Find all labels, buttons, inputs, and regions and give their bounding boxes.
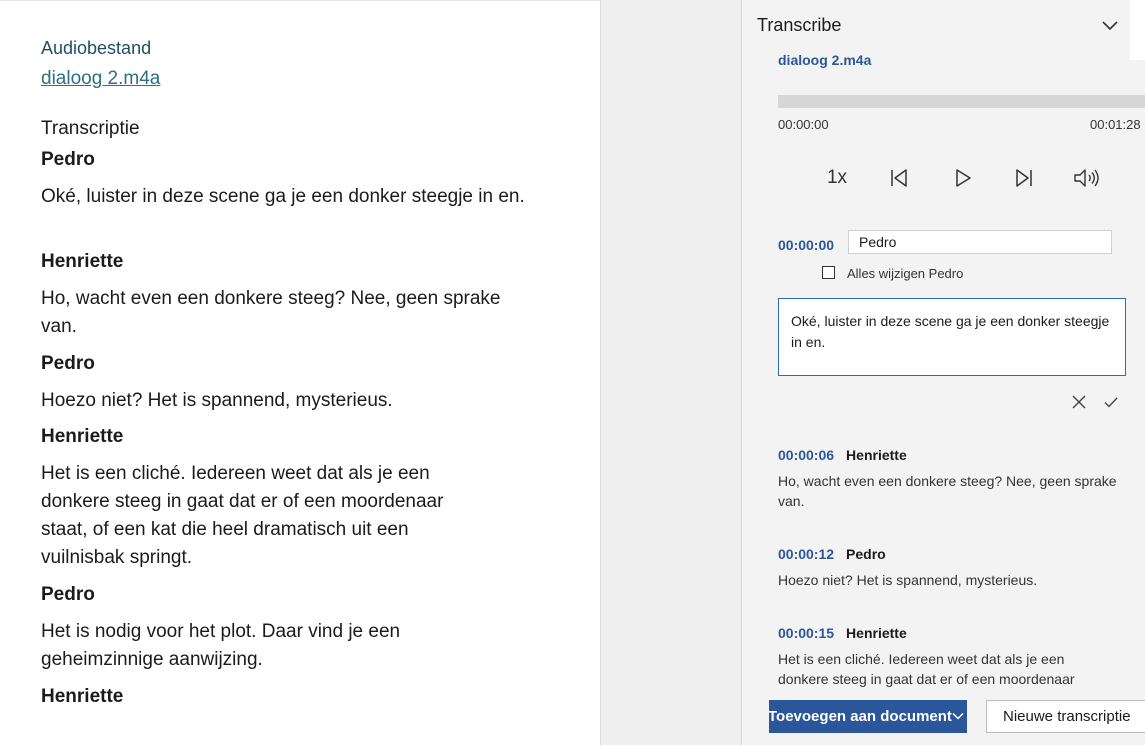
add-to-document-label: Toevoegen aan document <box>768 708 952 725</box>
audio-file-link[interactable]: dialoog 2.m4a <box>41 68 161 89</box>
volume-button[interactable] <box>1071 164 1103 192</box>
add-to-document-button[interactable] <box>769 700 967 733</box>
play-icon <box>951 166 975 190</box>
doc-speaker: Henriette <box>41 686 124 707</box>
entry-text: Hoezo niet? Het is spannend, mysterieus. <box>778 572 1038 588</box>
entry-timestamp[interactable]: 00:00:06 <box>778 447 835 463</box>
change-all-label: Alles wijzigen Pedro <box>847 266 964 281</box>
doc-speaker: Henriette <box>41 251 124 272</box>
playback-progress-bar[interactable] <box>778 95 1145 108</box>
checkmark-icon <box>1102 393 1120 411</box>
total-time: 00:01:28 <box>1090 117 1141 132</box>
entry-speaker: Henriette <box>846 447 907 463</box>
pane-title: Transcribe <box>757 15 842 35</box>
entry-text: Ho, wacht even een donkere steeg? Nee, geen sprake van. <box>778 473 1117 509</box>
close-icon <box>1070 393 1088 411</box>
entry-speaker: Henriette <box>846 625 907 641</box>
pane-edge <box>1130 0 1145 60</box>
document-margin <box>600 0 742 745</box>
playback-speed-button[interactable]: 1x <box>826 167 848 188</box>
doc-utterance: Het is een cliché. Iedereen weet dat als je een donkere steeg in gaat dat er of een moordenaar staat, of een kat die heel dramatisch uit een vuilnisbak springt. <box>41 463 444 568</box>
transcript-entry[interactable] <box>778 546 1118 590</box>
skip-back-icon <box>887 166 911 190</box>
transcript-entry[interactable] <box>778 447 1118 511</box>
transcript-text-editor[interactable] <box>778 298 1126 376</box>
doc-speaker: Henriette <box>41 426 124 447</box>
entry-text: Het is een cliché. Iedereen weet dat als je een donkere steeg in gaat dat er of een moordenaar <box>778 651 1075 687</box>
doc-utterance: Het is nodig voor het plot. Daar vind je een geheimzinnige aanwijzing. <box>41 621 401 670</box>
transcript-label: Transcriptie <box>41 118 140 139</box>
doc-utterance: Oké, luister in deze scene ga je een donker steegje in en. <box>41 186 525 207</box>
new-transcription-button[interactable]: Nieuwe transcriptie <box>986 700 1145 733</box>
doc-speaker: Pedro <box>41 149 95 170</box>
doc-utterance: Hoezo niet? Het is spannend, mysterieus. <box>41 390 393 411</box>
audio-file-name: dialoog 2.m4a <box>778 52 872 68</box>
doc-utterance: Ho, wacht even een donkere steeg? Nee, geen sprake van. <box>41 288 501 337</box>
skip-back-button[interactable] <box>885 164 913 192</box>
skip-forward-button[interactable] <box>1010 164 1038 192</box>
entry-speaker: Pedro <box>846 546 886 562</box>
entry-timestamp[interactable]: 00:00:15 <box>778 625 835 641</box>
speaker-name-input[interactable] <box>848 230 1112 254</box>
chevron-down-icon <box>1099 14 1121 36</box>
skip-forward-icon <box>1012 166 1036 190</box>
play-button[interactable] <box>949 164 977 192</box>
doc-speaker: Pedro <box>41 353 95 374</box>
cancel-edit-button[interactable] <box>1070 393 1088 411</box>
entry-timestamp[interactable]: 00:00:12 <box>778 546 835 562</box>
confirm-edit-button[interactable] <box>1102 393 1120 411</box>
transcript-entry[interactable] <box>778 625 1118 689</box>
audio-file-heading: Audiobestand <box>41 38 152 58</box>
current-time: 00:00:00 <box>778 117 829 132</box>
editing-timestamp[interactable]: 00:00:00 <box>778 237 835 253</box>
transcribe-pane <box>741 0 1145 745</box>
doc-speaker: Pedro <box>41 584 95 605</box>
volume-icon <box>1072 166 1102 190</box>
collapse-button[interactable] <box>1099 14 1121 36</box>
change-all-checkbox[interactable] <box>822 266 835 279</box>
chevron-down-icon[interactable] <box>951 709 965 723</box>
